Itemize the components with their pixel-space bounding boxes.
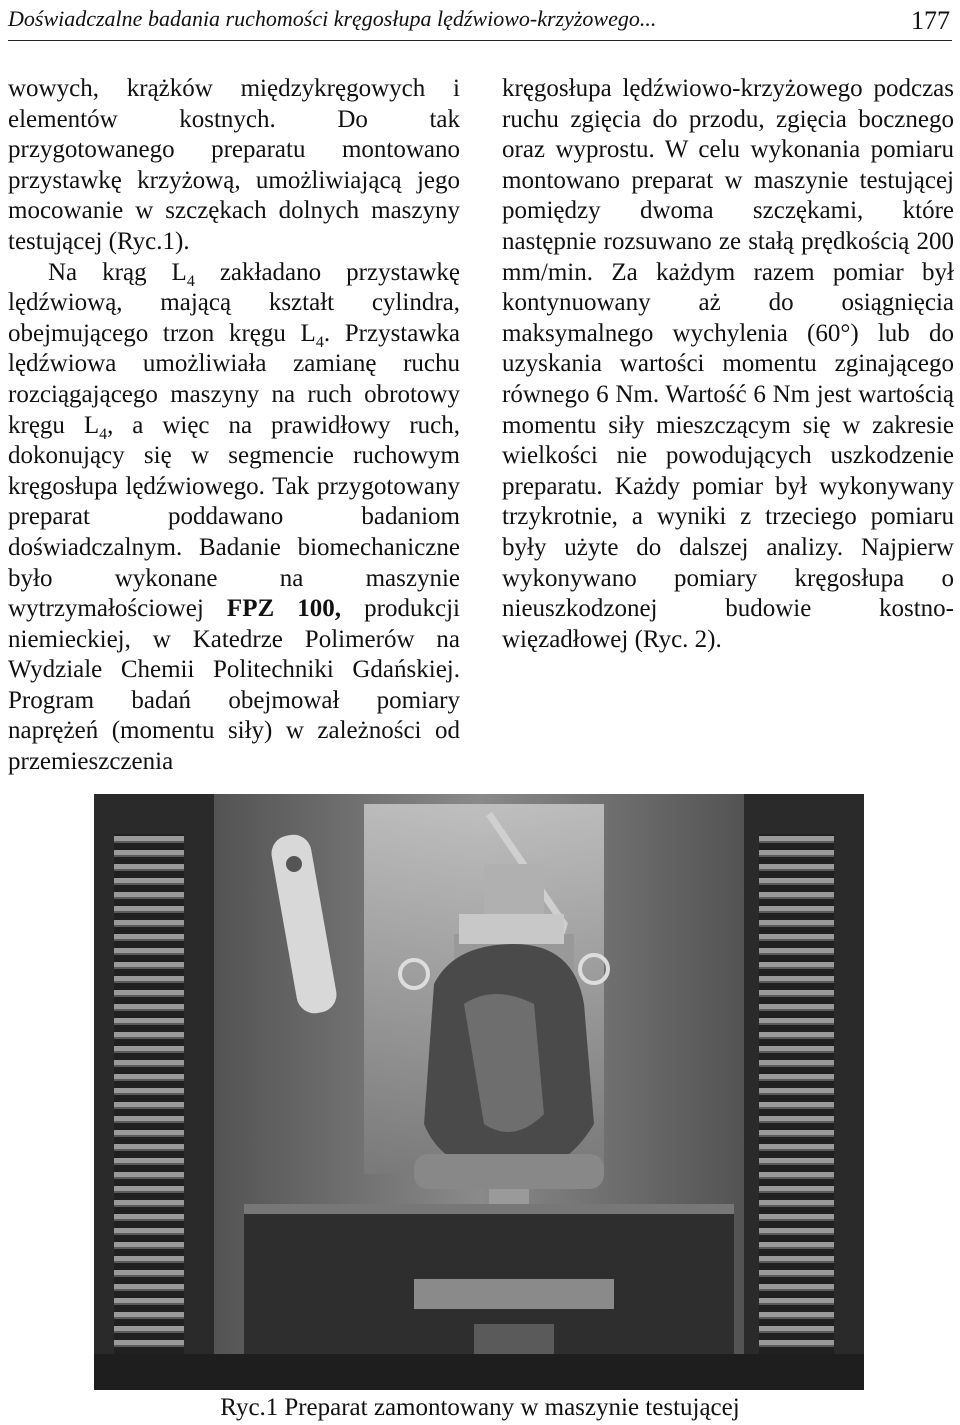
running-head: [8, 4, 952, 41]
paragraph-lumbar-attachment: Na krąg $L_4$ zakładano przystawkę lędźwiową, mającą kształt cylindra, obejmującego trzon kręgu $L_4$. Przystawka lędźwiowa umożliwiała zamianę ruchu rozciągającego maszyny na ruch obrotowy kręgu $L_4$, a więc na prawidłowy ruch, dokonujący się w segmencie ruchowym kręgosłupa lędźwiowego. Tak przygotowany preparat poddawano badaniom doświadczalnym. Badanie biomechaniczne było wykonane na maszynie wytrzymałościowej FPZ 100, produkcji niemieckiej, w Katedrze Polimerów na Wydziale Chemii Politechniki Gdańskiej. Program badań obejmował pomiary naprężeń (momentu siły) w zależności od przemieszczenia: [8, 258, 460, 776]
page-number: 177: [911, 6, 950, 35]
machine-name: FPZ 100,: [226, 595, 342, 623]
paragraph-measurement-procedure: kręgosłupa lędźwiowo-krzyżowego podczas ruchu zgięcia do przodu, zgięcia bocznego oraz wyprostu. W celu wykonania pomiaru montowano preparat w maszynie testującej pomiędzy dwoma szczękami, które następnie rozsuwano ze stałą prędkością 200 mm/min. Za każdym razem pomiar był kontynuowany aż do osiągnięcia maksymalnego wychylenia (60°) lub do uzyskania wartości momentu zginającego równego 6 Nm. Wartość 6 Nm jest wartością momentu siły mieszczącym się w zakresie wielkości nie powodujących uszkodzenie preparatu. Każdy pomiar był wykonywany trzykrotnie, a wyniki z trzeciego pomiaru były użyte do dalszej analizy. Najpierw wykonywano pomiary kręgosłupa o nieuszkodzonej budowie kostno-więzadłowej (Ryc. 2).: [502, 75, 954, 653]
right-column: [502, 74, 954, 655]
figure-photo: [94, 794, 864, 1390]
figure-label: Ryc.1: [220, 1394, 279, 1421]
figure-caption: [0, 1394, 960, 1422]
paragraph-specimen-preparation: wowych, krążków międzykręgowych i elementów kostnych. Do tak przygotowanego preparatu montowano przystawkę krzyżową, umożliwiającą jego mocowanie w szczękach dolnych maszyny testującej (Ryc.1).: [8, 75, 460, 255]
running-title: Doświadczalne badania ruchomości kręgosłupa lędźwiowo-krzyżowego...: [8, 6, 657, 31]
figure-caption-text: Preparat zamontowany w maszynie testującej: [284, 1394, 740, 1421]
left-column: [8, 74, 460, 778]
testing-machine-photo: [94, 794, 864, 1390]
